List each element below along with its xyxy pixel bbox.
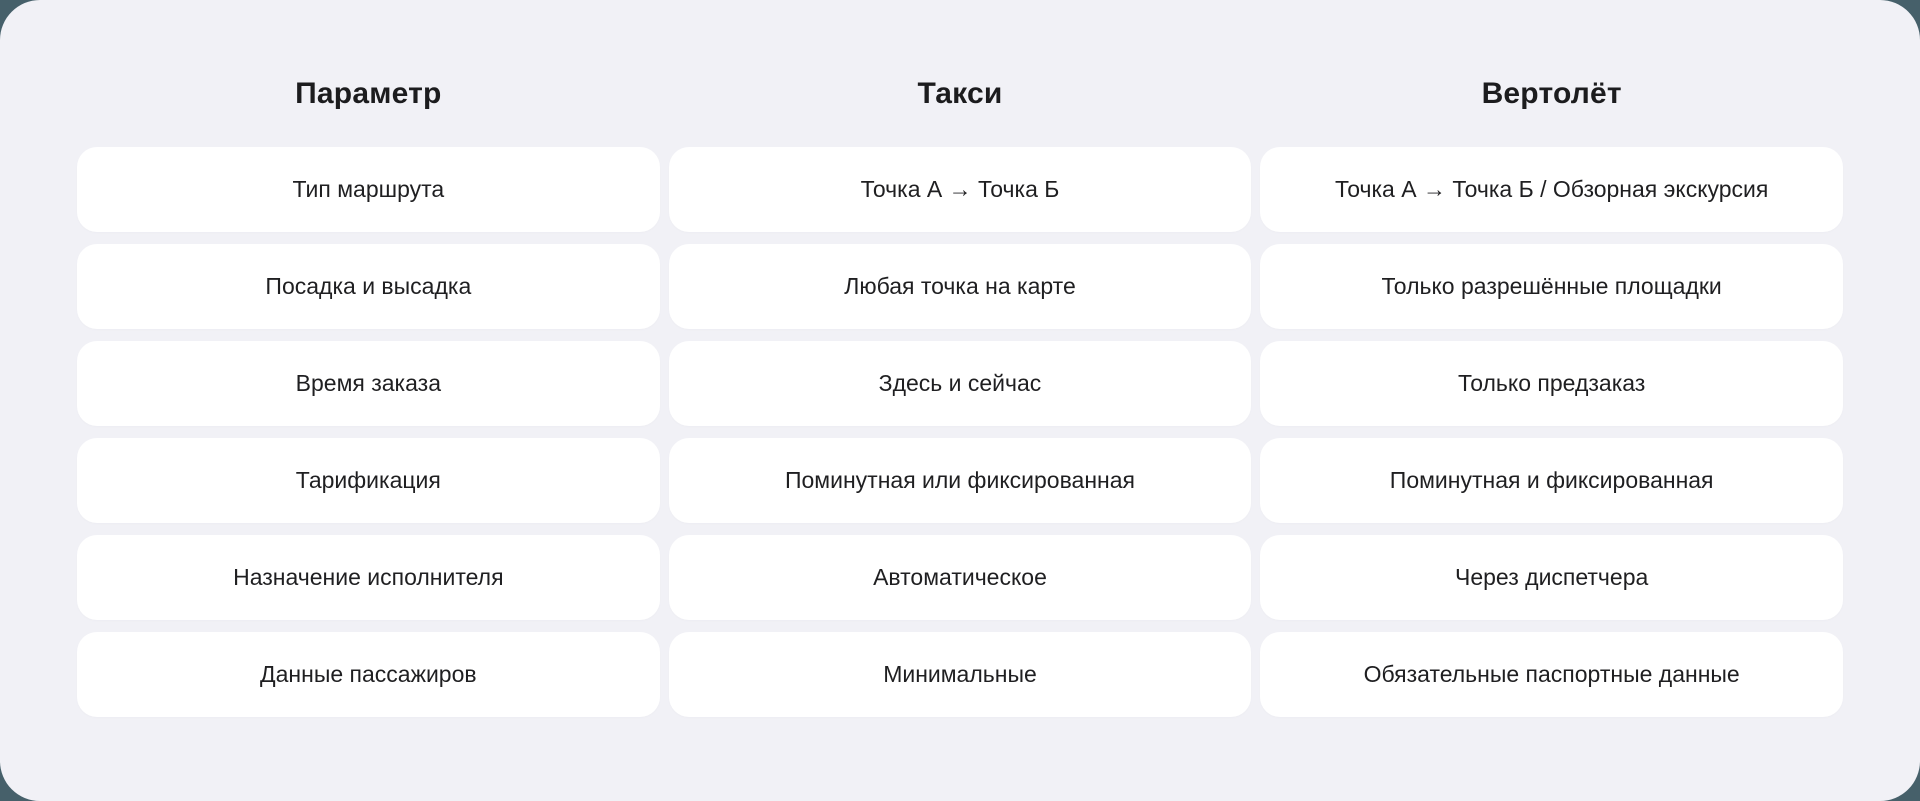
column-header-taxi: Такси	[917, 77, 1003, 110]
table-cell-route-type-parameter: Тип маршрута	[77, 147, 660, 232]
table-cell-performer-assignment-taxi: Автоматическое	[669, 535, 1252, 620]
table-cell-pricing-parameter: Тарификация	[77, 438, 660, 523]
table-cell-pickup-dropoff-helicopter: Только разрешённые площадки	[1260, 244, 1843, 329]
table-cell-passenger-data-parameter: Данные пассажиров	[77, 632, 660, 717]
table-cell-passenger-data-taxi: Минимальные	[669, 632, 1252, 717]
table-cell-order-time-taxi: Здесь и сейчас	[669, 341, 1252, 426]
table-cell-route-type-taxi: Точка А → Точка Б	[669, 147, 1252, 232]
column-header-helicopter: Вертолёт	[1481, 77, 1622, 110]
table-cell-order-time-helicopter: Только предзаказ	[1260, 341, 1843, 426]
table-cell-route-type-helicopter: Точка А → Точка Б / Обзорная экскурсия	[1260, 147, 1843, 232]
comparison-table	[77, 76, 1843, 717]
table-cell-passenger-data-helicopter: Обязательные паспортные данные	[1260, 632, 1843, 717]
table-cell-pickup-dropoff-parameter: Посадка и высадка	[77, 244, 660, 329]
table-cell-order-time-parameter: Время заказа	[77, 341, 660, 426]
table-cell-pricing-helicopter: Поминутная и фиксированная	[1260, 438, 1843, 523]
column-header-parameter: Параметр	[295, 77, 442, 110]
table-cell-pickup-dropoff-taxi: Любая точка на карте	[669, 244, 1252, 329]
table-cell-pricing-taxi: Поминутная или фиксированная	[669, 438, 1252, 523]
table-cell-performer-assignment-parameter: Назначение исполнителя	[77, 535, 660, 620]
table-cell-performer-assignment-helicopter: Через диспетчера	[1260, 535, 1843, 620]
